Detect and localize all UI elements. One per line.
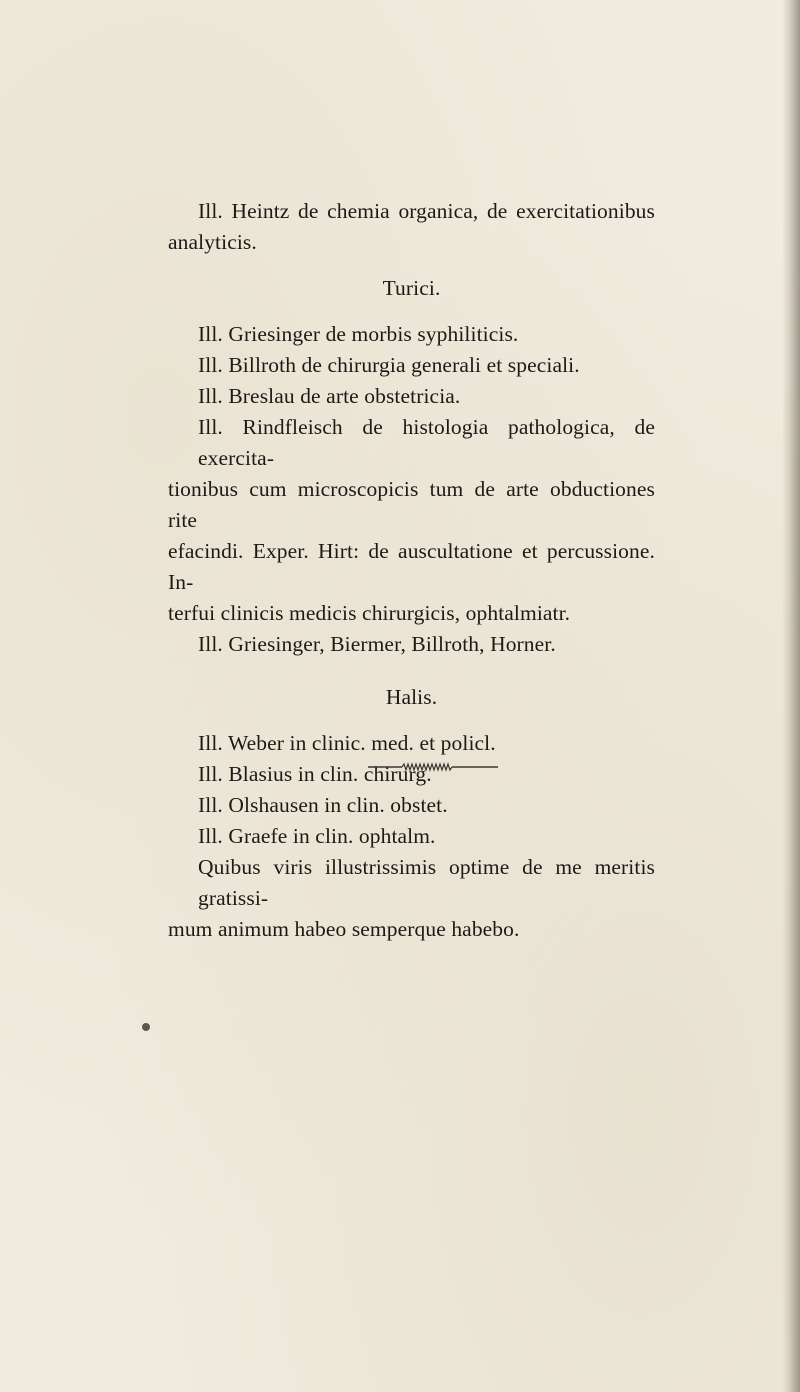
text-line: Ill. Griesinger, Biermer, Billroth, Horner.: [198, 632, 556, 656]
text-line: Ill. Olshausen in clin. obstet.: [198, 793, 448, 817]
paragraph-heintz: [168, 196, 655, 258]
text-line: Ill. Weber in clinic. med. et policl.: [198, 731, 496, 755]
text-line: Ill. Griesinger de morbis syphiliticis.: [198, 322, 519, 346]
paragraph-turici: [168, 319, 655, 660]
text-line: Ill. Graefe in clin. ophtalm.: [198, 824, 436, 848]
text-line: analyticis.: [168, 230, 257, 254]
text-line: Quibus viris illustrissimis optime de me meritis gratissi-: [198, 855, 655, 910]
city-heading-halis: Halis.: [385, 685, 438, 709]
ornament-divider-icon: [368, 762, 498, 772]
text-line: Ill. Rindfleisch de histologia pathologica, de exercita-: [198, 415, 655, 470]
text-line: Ill. Breslau de arte obstetricia.: [198, 384, 461, 408]
text-line: tionibus cum microscopicis tum de arte obductiones rite: [168, 477, 655, 532]
city-heading-turici: Turici.: [382, 276, 441, 300]
text-line: mum animum habeo semperque habebo.: [168, 917, 520, 941]
ink-spot: [142, 1023, 150, 1031]
text-line: Ill. Billroth de chirurgia generali et speciali.: [198, 353, 580, 377]
text-line: Ill. Blasius in clin. chirurg.: [198, 762, 432, 786]
text-line: efacindi. Exper. Hirt: de auscultatione et percussione. In-: [168, 539, 655, 594]
text-line: terfui clinicis medicis chirurgicis, ophtalmiatr.: [168, 601, 571, 625]
page-edge-shadow: [782, 0, 800, 1392]
text-line: Ill. Heintz de chemia organica, de exercitationibus: [198, 199, 655, 223]
text-block: [168, 196, 655, 945]
paragraph-halis: [168, 728, 655, 945]
